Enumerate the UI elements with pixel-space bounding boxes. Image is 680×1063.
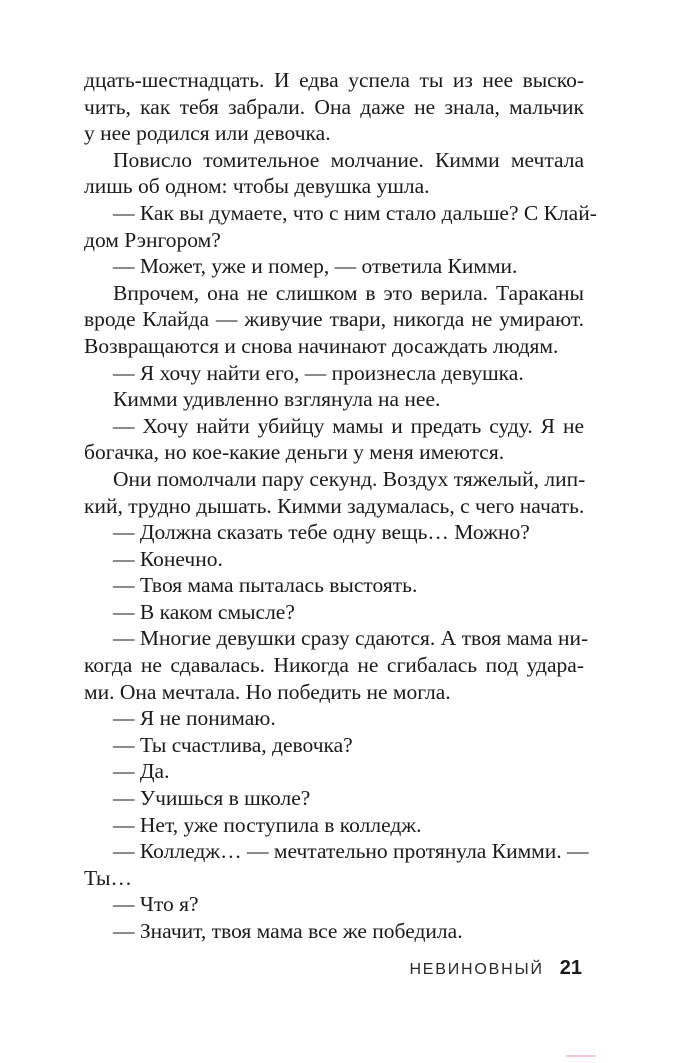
text-line: — Да. — [113, 759, 170, 784]
text-line: когда не сдавалась. Никогда не сгибалась под удара- — [84, 653, 584, 678]
text-line: Повисло томительное молчание. Кимми мечтала — [113, 147, 584, 172]
text-line: Они помолчали пару секунд. Воздух тяжелый, лип- — [113, 466, 586, 491]
text-line: — Должна сказать тебе одну вещь… Можно? — [113, 520, 530, 545]
page-footer — [409, 957, 582, 980]
text-line: Возвращаются и снова начинают досаждать людям. — [84, 333, 559, 358]
text-line: — Может, уже и помер, — ответила Кимми. — [113, 254, 518, 279]
text-line: — В каком смысле? — [113, 599, 295, 624]
text-line: чить, как тебя забрали. Она даже не знала, мальчик — [84, 94, 584, 119]
text-line: у нее родился или девочка. — [84, 121, 331, 146]
text-line: — Значит, твоя мама все же победила. — [113, 919, 463, 943]
text-line: ми. Она мечтала. Но победить не могла. — [84, 679, 451, 704]
text-line: кий, трудно дышать. Кимми задумалась, с чего начать. — [84, 493, 585, 518]
text-line: — Хочу найти убийцу мамы и предать суду. Я не — [113, 413, 584, 438]
text-line: — Ты счастлива, девочка? — [113, 732, 353, 757]
text-line: Кимми удивленно взглянула на нее. — [113, 387, 441, 412]
text-line: — Как вы думаете, что с ним стало дальше? С Клай- — [113, 200, 597, 225]
text-line: Ты… — [84, 865, 133, 890]
text-line: — Нет, уже поступила в колледж. — [113, 812, 422, 837]
text-line: — Колледж… — мечтательно протянула Кимми. — — [113, 839, 589, 864]
text-line: лишь об одном: чтобы девушка ушла. — [84, 174, 430, 199]
text-line: — Я не понимаю. — [113, 706, 276, 731]
text-line: — Что я? — [113, 892, 199, 917]
page-number: 21 — [559, 957, 582, 979]
page-text-block — [84, 67, 597, 945]
text-line: вроде Клайда — живучие твари, никогда не умирают. — [84, 307, 584, 332]
text-line: Впрочем, она не слишком в это верила. Тараканы — [113, 280, 584, 305]
text-line: — Я хочу найти его, — произнесла девушка. — [113, 360, 524, 385]
text-line: — Многие девушки сразу сдаются. А твоя мама ни- — [113, 626, 589, 651]
scan-corner-mark — [566, 1055, 596, 1057]
text-line: дцать-шестнадцать. И едва успела ты из нее выско- — [84, 68, 584, 92]
text-line: — Учишься в школе? — [113, 786, 311, 811]
running-title: НЕВИНОВНЫЙ — [409, 961, 544, 978]
text-line: дом Рэнгором? — [84, 227, 221, 252]
text-line: богачка, но кое-какие деньги у меня имеются. — [84, 440, 505, 465]
text-line: — Конечно. — [113, 546, 223, 571]
text-line: — Твоя мама пыталась выстоять. — [113, 573, 418, 598]
